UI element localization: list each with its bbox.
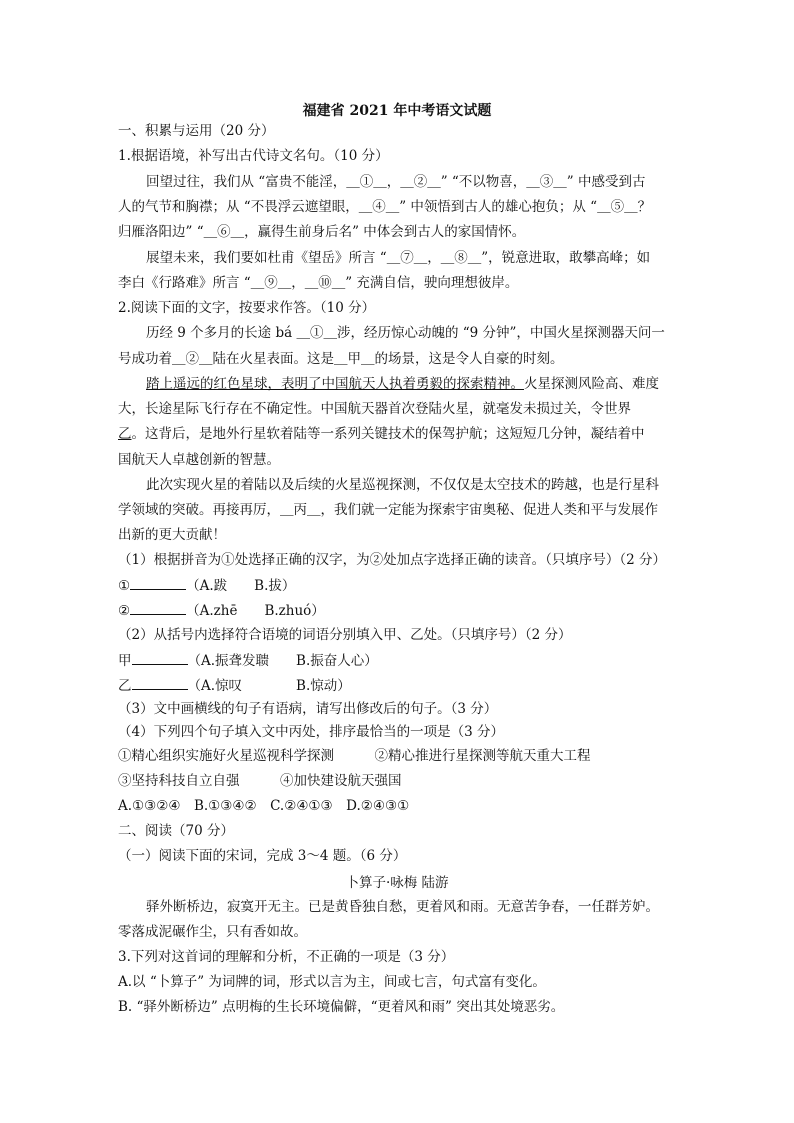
q1-line: 归雁洛阳边” “＿⑥＿，赢得生前身后名” 中体会到古人的家国情怀。: [118, 224, 526, 240]
passage-line: 大，长途星际飞行存在不确定性。中国航天器首次登陆火星，就毫发未损过关，令世界: [118, 401, 631, 417]
poem-line: 驿外断桥边，寂寞开无主。已是黄昏独自愁，更着风和雨。无意苦争春，一任群芳妒。: [146, 899, 659, 915]
option-line: ①精心组织实施好火星巡视科学探测 ②精心推进行星探测等航天重大工程: [118, 748, 591, 764]
answer-options: （A.跋 B.拔）: [186, 578, 296, 594]
underlined-sentence: 踏上遥远的红色星球，表明了中国航天人执着勇毅的探索精神。: [146, 376, 524, 392]
passage-line: 号成功着＿②＿陆在火星表面。这是＿甲＿的场景，这是令人自豪的时刻。: [118, 351, 564, 367]
passage-text: 火星探测风险高、难度: [524, 376, 659, 392]
option-line: B. “驿外断桥边” 点明梅的生长环境偏僻，“更着风和雨” 突出其处境恶劣。: [118, 999, 565, 1015]
part-heading: （一）阅读下面的宋词，完成 3～4 题。（6 分）: [118, 848, 407, 864]
sub-question: （4）下列四个句子填入文中丙处，排序最恰当的一项是（3 分）: [118, 724, 504, 740]
blank-yi: 乙: [118, 426, 132, 442]
poem-title: 卜算子·咏梅 陆游: [345, 875, 449, 891]
sub-question: （1）根据拼音为①处选择正确的汉字，为②处加点字选择正确的读音。（只填序号）（2 分）: [118, 552, 666, 568]
answer-line: [118, 675, 688, 696]
passage-line: [118, 424, 688, 444]
page-title: 福建省 2021 年中考语文试题: [302, 103, 492, 119]
option-line: A.①③②④ B.①③④② C.②④①③ D.②④③①: [118, 798, 410, 814]
answer-blank: [130, 600, 186, 615]
answer-options: （A.zhē B.zhuó）: [186, 603, 325, 619]
option-line: ③坚持科技自立自强 ④加快建设航天强国: [118, 773, 402, 789]
answer-options: （A.振聋发聩 B.振奋人心）: [187, 653, 378, 669]
answer-line: [118, 600, 688, 621]
answer-options: （A.惊叹 B.惊动）: [187, 678, 351, 694]
answer-line: [118, 650, 688, 671]
answer-blank: [132, 650, 188, 665]
passage-line: 出新的更大贡献！: [118, 527, 226, 543]
q1-line: 李白《行路难》所言 “＿⑨＿，＿⑩＿” 充满自信，驶向理想彼岸。: [118, 275, 519, 291]
answer-label: ②: [118, 603, 131, 619]
passage-line: [146, 374, 716, 394]
passage-line: 国航天人卓越创新的智慧。: [118, 452, 280, 468]
sub-question: （2）从括号内选择符合语境的词语分别填入甲、乙处。（只填序号）（2 分）: [118, 627, 572, 643]
passage-line: 此次实现火星的着陆以及后续的火星巡视探测，不仅仅是太空技术的跨越，也是行星科: [146, 477, 659, 493]
question-heading: 2.阅读下面的文字，按要求作答。（10 分）: [118, 300, 376, 316]
poem-line: 零落成泥碾作尘，只有香如故。: [118, 924, 307, 940]
answer-line: [118, 575, 688, 596]
answer-blank: [132, 675, 188, 690]
q1-line: 回望过往，我们从 “富贵不能淫，＿①＿，＿②＿” “不以物喜，＿③＿” 中感受到古: [146, 174, 646, 190]
passage-text: 。这背后，是地外行星软着陆等一系列关键技术的保驾护航；这短短几分钟，凝结着中: [131, 426, 645, 442]
answer-label: 乙: [118, 678, 132, 694]
question-heading: 3.下列对这首词的理解和分析，不正确的一项是（3 分）: [118, 949, 455, 965]
answer-label: 甲: [118, 653, 132, 669]
answer-blank: [130, 575, 186, 590]
section-heading: 二、阅读（70 分）: [118, 823, 234, 839]
section-heading: 一、积累与运用（20 分）: [118, 123, 275, 139]
option-line: A.以 “卜算子” 为词牌的词，形式以言为主，间或七言，句式富有变化。: [118, 974, 546, 990]
sub-question: （3）文中画横线的句子有语病，请写出修改后的句子。（3 分）: [118, 701, 498, 717]
answer-label: ①: [118, 578, 131, 594]
passage-line: 历经 9 个多月的长途 bá ＿①＿涉，经历惊心动魄的 “9 分钟”，中国火星探测器天问一: [146, 325, 665, 341]
passage-line: 学领域的突破。再接再厉，＿丙＿，我们就一定能为探索宇宙奥秘、促进人类和平与发展作: [118, 502, 658, 518]
q1-line: 展望未来，我们要如杜甫《望岳》所言 “＿⑦＿，＿⑧＿”，锐意进取，敢攀高峰；如: [146, 250, 651, 266]
q1-line: 人的气节和胸襟；从 “不畏浮云遮望眼，＿④＿” 中领悟到古人的雄心抱负；从 “＿⑤＿？: [118, 199, 652, 215]
question-heading: 1.根据语境，补写出古代诗文名句。（10 分）: [118, 148, 389, 164]
